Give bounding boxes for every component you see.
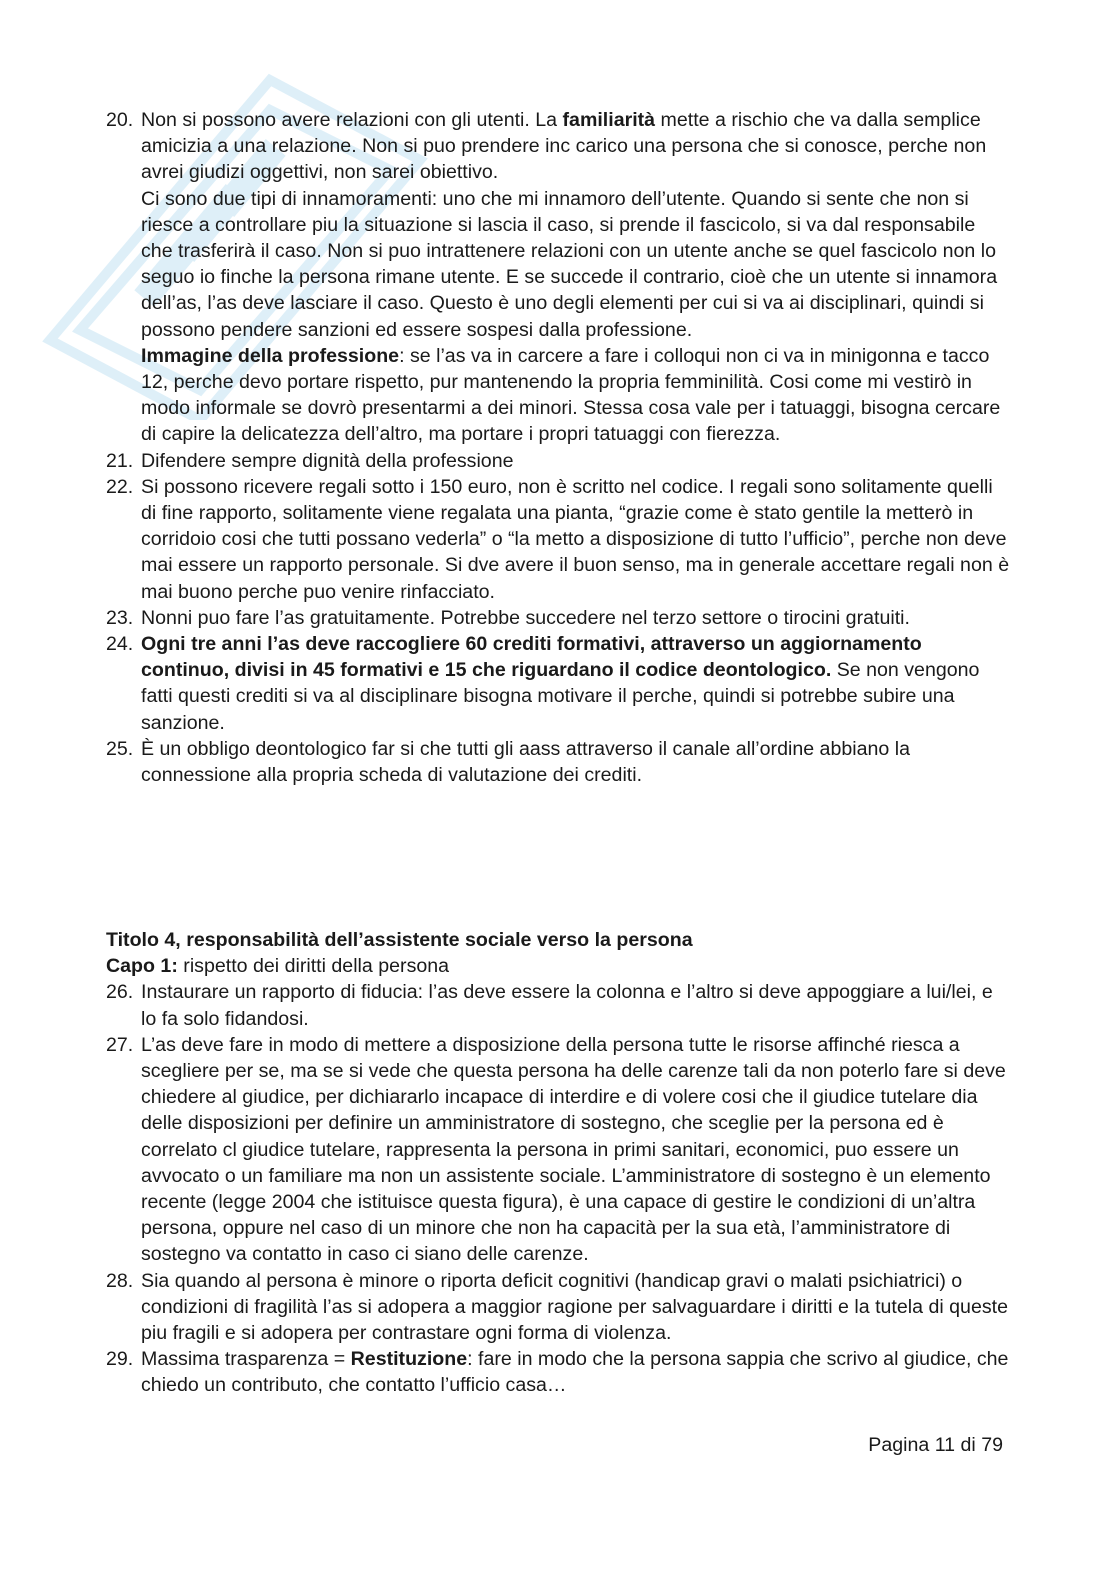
text-run: mette a rischio che va dalla semplice amicizia a una relazione. Non si puo prendere inc carico una persona che si conosce, perche non avrei giudizi oggettivi, non sarei obiettivo. [141, 109, 987, 184]
list-item-paragraph [141, 474, 1011, 605]
list-item [106, 474, 1011, 605]
text-run: Nonni puo fare l’as gratuitamente. Potrebbe succedere nel terzo settore o tirocini gratuiti. [141, 606, 910, 629]
list-item-number: 25. [106, 737, 134, 760]
list-item-number: 26. [106, 981, 134, 1004]
list-item [106, 1032, 1011, 1268]
list-item [106, 979, 1011, 1031]
section-titolo-4 [106, 927, 1011, 1399]
text-run: Si possono ricevere regali sotto i 150 euro, non è scritto nel codice. I regali sono solitamente quelli di fine rapporto, solitamente viene regalata una pianta, “grazie come è stato gentile la metterò in corridoio cosi che tutti possano vederla” o “la metto a disposizione di tutto l’ufficio”, perche non deve mai essere un rapporto personale. Si dve avere il buon senso, ma in generale accettare regali non è mai buono perche puo venire rinfacciato. [141, 475, 1010, 603]
capo-text: rispetto dei diritti della persona [177, 955, 450, 978]
list-item-paragraph [141, 1032, 1011, 1268]
list-item-number: 20. [106, 109, 134, 131]
list-item-number: 29. [106, 1348, 134, 1371]
list-item-number: 23. [106, 606, 134, 629]
list-item-paragraph [141, 448, 1011, 474]
text-run: Se non vengono fatti questi crediti si va al disciplinare bisogna motivare il perche, quindi si potrebbe subire una sanzione. [141, 659, 980, 734]
text-run: Massima trasparenza = [141, 1348, 351, 1371]
text-run: : se l’as va in carcere a fare i colloqui non ci va in minigonna e tacco 12, perche devo portare rispetto, pur mantenendo la propria femminilità. Cosi come mi vestirò in modo informale se dovrò presentarmi a dei minori. Stessa cosa vale per i tatuaggi, bisogna cercare di capire la delicatezza dell’altro, ma portare i propri tatuaggi con fierezza. [141, 344, 1001, 446]
capo-label: Capo 1: [106, 955, 178, 978]
text-run: Sia quando al persona è minore o riporta deficit cognitivi (handicap gravi o malati psichiatrici) o condizioni di fragilità l’as si adopera a maggior ragione per salvaguardare i diritti e la tutela di queste piu fragili e si adopera per contrastare ogni forma di violenza. [141, 1269, 1008, 1345]
numbered-list-capo-1 [106, 979, 1011, 1398]
bold-text-run: Immagine della professione [141, 344, 400, 367]
text-run: Instaurare un rapporto di fiducia: l’as deve essere la colonna e l’altro si deve appoggiare a lui/lei, e lo fa solo fidandosi. [141, 981, 993, 1030]
text-run: : fare in modo che la persona sappia che scrivo al giudice, che chiedo un contributo, che contatto l’ufficio casa… [141, 1348, 1009, 1397]
capo-line [106, 953, 1011, 979]
list-item [106, 631, 1011, 736]
list-item-paragraph [141, 343, 1011, 448]
list-item-paragraph [141, 605, 1011, 631]
list-item [106, 448, 1011, 474]
list-item [106, 1268, 1011, 1347]
text-run: Non si possono avere relazioni con gli utenti. La [141, 109, 563, 131]
text-run: Ci sono due tipi di innamoramenti: uno che mi innamoro dell’utente. Quando si sente che non si riesce a controllare piu la situazione si lascia il caso, si prende il fascicolo, si va dal responsabile che trasferirà il caso. Non si puo intrattenere relazioni con un utente anche se quel fascicolo non lo seguo io finche la persona rimane utente. E se succede il contrario, cioè che un utente si innamora dell’as, l’as deve lasciare il caso. Questo è uno degli elementi per cui si va ai disciplinari, quindi si possono pendere sanzioni ed essere sospesi dalla professione. [141, 187, 998, 341]
bold-text-run: Ogni tre anni l’as deve raccogliere 60 crediti formativi, attraverso un aggiornamento continuo, divisi in 45 formativi e 15 che riguardano il codice deontologico. [141, 633, 922, 682]
text-run: L’as deve fare in modo di mettere a disposizione della persona tutte le risorse affinché riesca a scegliere per se, ma se si vede che questa persona ha delle carenze tali da non poterlo fare si deve chiedere al giudice, per dichiararlo incapace di interdire e di volere cosi che il giudice tutelare dia delle disposizioni per definire un amministratore di sostegno, che sceglie per la persona ed è correlato cl giudice tutelare, rappresenta la persona in primi sanitari, economici, puo essere un avvocato o un familiare ma non un assistente sociale. L’amministratore di sostegno è un elemento recente (legge 2004 che istituisce questa figura), è una capace di gestire le condizioni di un’altra persona, oppure nel caso di un minore che non ha capacità per la sua età, l’amministratore di sostegno va contatto in caso ci siano delle carenze. [141, 1033, 1006, 1266]
list-item-paragraph [141, 1268, 1011, 1347]
list-item-number: 21. [106, 449, 134, 472]
list-item-number: 28. [106, 1269, 134, 1292]
list-item-paragraph [141, 186, 1011, 343]
text-run: Difendere sempre dignità della professione [141, 449, 514, 472]
section-heading: Titolo 4, responsabilità dell’assistente sociale verso la persona [106, 929, 693, 951]
list-item [106, 107, 1011, 448]
list-item [106, 605, 1011, 631]
list-item [106, 736, 1011, 788]
list-item-paragraph [141, 1346, 1011, 1398]
bold-text-run: familiarità [562, 109, 656, 131]
list-item-number: 22. [106, 475, 134, 498]
page-number: Pagina 11 di 79 [868, 1434, 1003, 1456]
text-run: È un obbligo deontologico far si che tutti gli aass attraverso il canale all’ordine abbiano la connessione alla propria scheda di valutazione dei crediti. [141, 737, 910, 787]
list-item-number: 27. [106, 1033, 134, 1056]
list-item-paragraph [141, 736, 1011, 788]
numbered-list-main [106, 107, 1011, 788]
bold-text-run: Restituzione [350, 1348, 468, 1371]
list-item [106, 1346, 1011, 1398]
list-item-number: 24. [106, 633, 134, 656]
list-item-paragraph [141, 631, 1011, 736]
list-item-paragraph [141, 107, 1011, 186]
list-item-paragraph [141, 979, 1011, 1031]
